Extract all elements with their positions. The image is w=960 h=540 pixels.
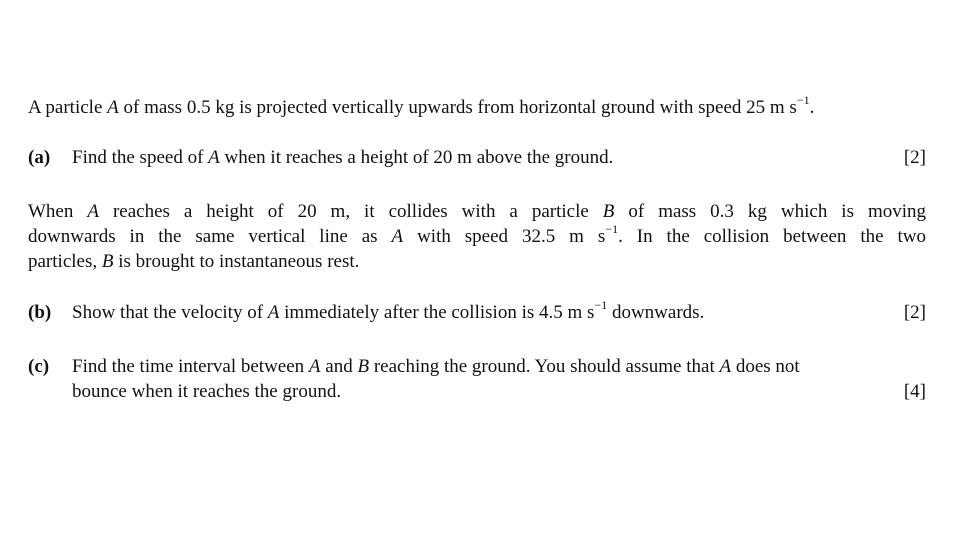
part-a-text-2: when it reaches a height of 20 m above the ground. (219, 147, 614, 168)
variable-b: B (602, 201, 615, 222)
part-c-question-line-2: bounce when it reaches the ground. (72, 381, 342, 402)
variable-a: A (107, 97, 119, 118)
part-c-label: (c) (28, 356, 50, 377)
part-b-text-3: downwards. (607, 302, 705, 323)
variable-a: A (267, 302, 280, 323)
collision-text: reaches a height of 20 m, it collides with a particle (98, 201, 603, 222)
collision-text: of mass 0.3 kg which is moving (614, 201, 927, 222)
question-intro (28, 92, 815, 120)
collision-text: with speed 32.5 m s (403, 226, 606, 247)
collision-text: . In the collision between the two (618, 226, 926, 247)
part-c-text-2: and (320, 356, 358, 377)
part-a-text-1: Find the speed of (72, 147, 209, 168)
part-c-question-line-1 (72, 355, 800, 379)
collision-line-3 (28, 250, 359, 274)
part-c-text-1: Find the time interval between (72, 356, 309, 377)
variable-a: A (208, 147, 220, 168)
part-a-question (72, 146, 613, 170)
variable-a: A (391, 226, 404, 247)
variable-a: A (308, 356, 321, 377)
collision-text: particles, (28, 251, 102, 272)
collision-text: downwards in the same vertical line as (28, 226, 392, 247)
intro-text-2: of mass 0.5 kg is projected vertically upwards from horizontal ground with speed 25 m s (118, 97, 797, 118)
collision-text: is brought to instantaneous rest. (113, 251, 360, 272)
part-b-question (72, 297, 705, 325)
intro-text-1: A particle (28, 97, 108, 118)
part-b-label: (b) (28, 302, 52, 323)
exponent: −1 (605, 221, 619, 236)
collision-line-1 (28, 200, 926, 224)
variable-b: B (357, 356, 370, 377)
part-a-marks: [2] (903, 147, 926, 168)
variable-a: A (87, 201, 99, 222)
variable-b: B (101, 251, 114, 272)
exponent: −1 (594, 297, 608, 312)
part-b-text-1: Show that the velocity of (72, 302, 268, 323)
collision-text: When (28, 201, 88, 222)
part-c-text-4: does not (731, 356, 800, 377)
part-c-text-3: reaching the ground. You should assume that (369, 356, 720, 377)
intro-text-3: . (809, 97, 815, 118)
variable-a: A (719, 356, 732, 377)
collision-line-2 (28, 221, 926, 249)
part-b-marks: [2] (903, 302, 926, 323)
exponent: −1 (796, 92, 810, 107)
part-a-label: (a) (28, 147, 51, 168)
part-c-marks: [4] (903, 381, 926, 402)
part-b-text-2: immediately after the collision is 4.5 m s (279, 302, 595, 323)
